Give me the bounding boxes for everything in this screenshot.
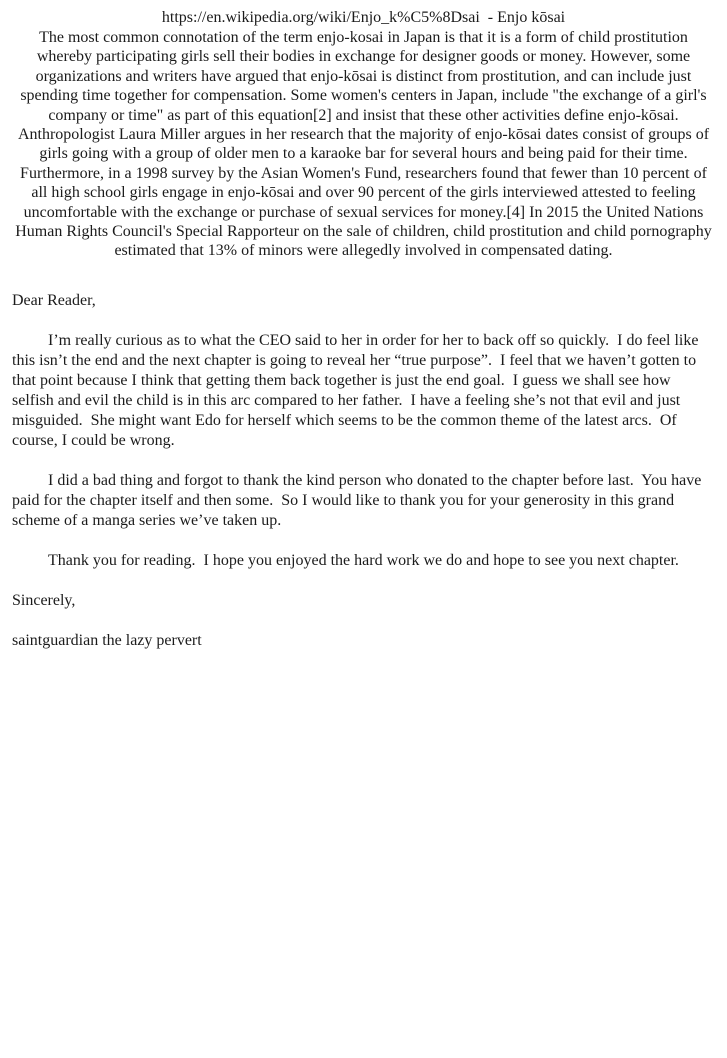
letter-salutation: Dear Reader,	[12, 291, 96, 309]
source-url-line: https://en.wikipedia.org/wiki/Enjo_k%C5%8Dsai - Enjo kōsai	[161, 9, 566, 26]
letter-paragraph: I did a bad thing and forgot to thank the kind person who donated to the chapter before last. You have paid for the chapter itself and then some. So I would like to thank you for your generosity in this grand scheme of a manga series we’ve taken up.	[12, 471, 706, 529]
letter-closing: Sincerely,	[12, 591, 76, 609]
wikipedia-excerpt: The most common connotation of the term enjo-kosai in Japan is that it is a form of child prostitution whereby participating girls sell their bodies in exchange for designer goods or money. However, some organizations and writers have argued that enjo-kōsai is distinct from prostitution, and can include just spending time together for compensation. Some women's centers in Japan, include "the exchange of a girl's company or time" as part of this equation[2] and insist that these other activities define enjo-kōsai. Anthropologist Laura Miller argues in her research that the majority of enjo-kōsai dates consist of groups of girls going with a group of older men to a karaoke bar for several hours and being paid for their time. Furthermore, in a 1998 survey by the Asian Women's Fund, researchers found that fewer than 10 percent of all high school girls engage in enjo-kōsai and over 90 percent of the girls interviewed attested to feeling uncomfortable with the exchange or purchase of sexual services for money.[4] In 2015 the United Nations Human Rights Council's Special Rapporteur on the sale of children, child prostitution and child pornography estimated that 13% of minors were allegedly involved in compensated dating.	[15, 29, 716, 260]
letter-signature: saintguardian the lazy pervert	[12, 631, 202, 649]
letter-paragraph: Thank you for reading. I hope you enjoyed the hard work we do and hope to see you next chapter.	[48, 551, 679, 569]
letter-paragraph: I’m really curious as to what the CEO said to her in order for her to back off so quickly. I do feel like this isn’t the end and the next chapter is going to reveal her “true purpose”. I feel that we haven’t gotten to that point because I think that getting them back together is just the end goal. I guess we shall see how selfish and evil the child is in this arc compared to her father. I have a feeling she’s not that evil and just misguided. She might want Edo for herself which seems to be the common theme of the latest arcs. Of course, I could be wrong.	[12, 331, 703, 449]
